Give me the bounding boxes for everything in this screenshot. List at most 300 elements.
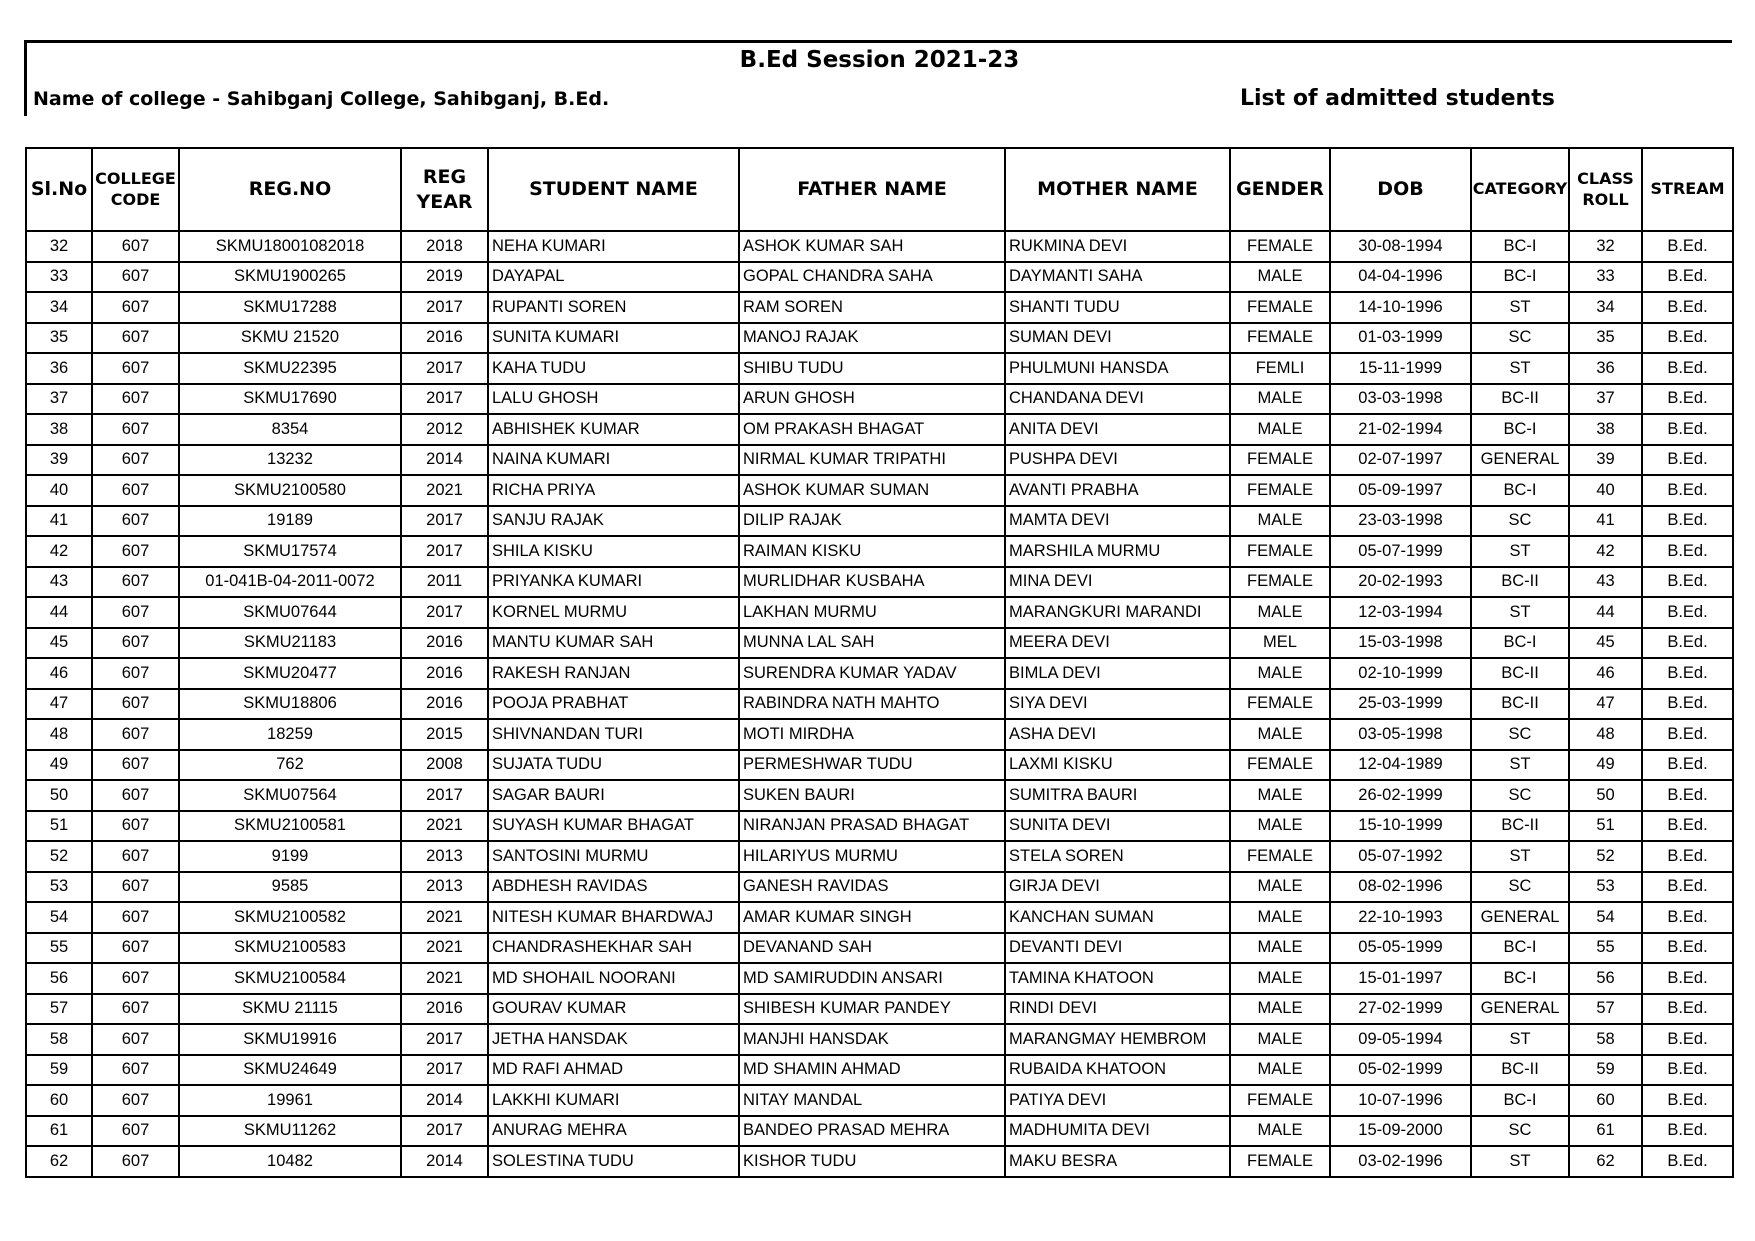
father-name-cell: GOPAL CHANDRA SAHA bbox=[739, 262, 1005, 293]
father-name-cell: SUKEN BAURI bbox=[739, 780, 1005, 811]
reg-no-cell: 10482 bbox=[179, 1146, 401, 1177]
dob-cell: 15-09-2000 bbox=[1330, 1116, 1471, 1147]
table-row bbox=[26, 323, 1733, 354]
dob-cell: 20-02-1993 bbox=[1330, 567, 1471, 598]
category-cell: BC-I bbox=[1471, 1085, 1569, 1116]
category-cell: BC-I bbox=[1471, 628, 1569, 659]
sl-no-cell: 35 bbox=[26, 323, 92, 354]
class-roll-cell: 47 bbox=[1569, 689, 1642, 720]
stream-cell: B.Ed. bbox=[1642, 262, 1733, 293]
college-code-cell: 607 bbox=[92, 1146, 179, 1177]
mother-name-cell: MARSHILA MURMU bbox=[1005, 536, 1230, 567]
table-row bbox=[26, 872, 1733, 903]
college-code-cell: 607 bbox=[92, 750, 179, 781]
reg-year-cell: 2021 bbox=[401, 933, 488, 964]
mother-name-cell: SHANTI TUDU bbox=[1005, 292, 1230, 323]
class-roll-cell: 38 bbox=[1569, 414, 1642, 445]
sl-no-cell: 55 bbox=[26, 933, 92, 964]
reg-year-cell: 2017 bbox=[401, 780, 488, 811]
student-name-cell: SHIVNANDAN TURI bbox=[488, 719, 739, 750]
student-name-cell: ABHISHEK KUMAR bbox=[488, 414, 739, 445]
class-roll-cell: 41 bbox=[1569, 506, 1642, 537]
category-cell: BC-I bbox=[1471, 475, 1569, 506]
gender-cell: MALE bbox=[1230, 262, 1330, 293]
college-code-cell: 607 bbox=[92, 719, 179, 750]
category-cell: SC bbox=[1471, 719, 1569, 750]
stream-cell: B.Ed. bbox=[1642, 628, 1733, 659]
stream-cell: B.Ed. bbox=[1642, 414, 1733, 445]
dob-cell: 15-01-1997 bbox=[1330, 963, 1471, 994]
gender-cell: FEMALE bbox=[1230, 231, 1330, 262]
reg-no-cell: SKMU17288 bbox=[179, 292, 401, 323]
reg-no-cell: SKMU 21115 bbox=[179, 994, 401, 1025]
dob-cell: 25-03-1999 bbox=[1330, 689, 1471, 720]
table-row bbox=[26, 384, 1733, 415]
sl-no-cell: 32 bbox=[26, 231, 92, 262]
reg-year-cell: 2017 bbox=[401, 292, 488, 323]
father-name-cell: SHIBESH KUMAR PANDEY bbox=[739, 994, 1005, 1025]
college-code-cell: 607 bbox=[92, 933, 179, 964]
reg-no-cell: 19189 bbox=[179, 506, 401, 537]
reg-no-cell: SKMU17574 bbox=[179, 536, 401, 567]
student-name-cell: ANURAG MEHRA bbox=[488, 1116, 739, 1147]
class-roll-cell: 52 bbox=[1569, 841, 1642, 872]
father-name-cell: RAM SOREN bbox=[739, 292, 1005, 323]
college-code-cell: 607 bbox=[92, 1055, 179, 1086]
dob-cell: 09-05-1994 bbox=[1330, 1024, 1471, 1055]
college-code-cell: 607 bbox=[92, 323, 179, 354]
stream-cell: B.Ed. bbox=[1642, 933, 1733, 964]
sl-no-cell: 41 bbox=[26, 506, 92, 537]
reg-year-cell: 2008 bbox=[401, 750, 488, 781]
dob-cell: 26-02-1999 bbox=[1330, 780, 1471, 811]
category-cell: BC-II bbox=[1471, 689, 1569, 720]
col-header-gender: GENDER bbox=[1230, 148, 1330, 231]
reg-year-cell: 2013 bbox=[401, 841, 488, 872]
father-name-cell: PERMESHWAR TUDU bbox=[739, 750, 1005, 781]
table-row bbox=[26, 658, 1733, 689]
sl-no-cell: 38 bbox=[26, 414, 92, 445]
sl-no-cell: 62 bbox=[26, 1146, 92, 1177]
col-header-student-name: STUDENT NAME bbox=[488, 148, 739, 231]
father-name-cell: MD SHAMIN AHMAD bbox=[739, 1055, 1005, 1086]
father-name-cell: BANDEO PRASAD MEHRA bbox=[739, 1116, 1005, 1147]
gender-cell: MALE bbox=[1230, 1055, 1330, 1086]
sl-no-cell: 58 bbox=[26, 1024, 92, 1055]
stream-cell: B.Ed. bbox=[1642, 231, 1733, 262]
gender-cell: MEL bbox=[1230, 628, 1330, 659]
reg-no-cell: SKMU18806 bbox=[179, 689, 401, 720]
college-code-cell: 607 bbox=[92, 628, 179, 659]
stream-cell: B.Ed. bbox=[1642, 902, 1733, 933]
table-row bbox=[26, 1085, 1733, 1116]
student-name-cell: MANTU KUMAR SAH bbox=[488, 628, 739, 659]
student-name-cell: DAYAPAL bbox=[488, 262, 739, 293]
reg-no-cell: SKMU2100584 bbox=[179, 963, 401, 994]
student-name-cell: KORNEL MURMU bbox=[488, 597, 739, 628]
dob-cell: 02-07-1997 bbox=[1330, 445, 1471, 476]
category-cell: ST bbox=[1471, 841, 1569, 872]
mother-name-cell: RUKMINA DEVI bbox=[1005, 231, 1230, 262]
father-name-cell: DEVANAND SAH bbox=[739, 933, 1005, 964]
table-row bbox=[26, 414, 1733, 445]
college-code-cell: 607 bbox=[92, 811, 179, 842]
reg-no-cell: 9199 bbox=[179, 841, 401, 872]
class-roll-cell: 39 bbox=[1569, 445, 1642, 476]
gender-cell: FEMALE bbox=[1230, 1085, 1330, 1116]
col-header-dob: DOB bbox=[1330, 148, 1471, 231]
class-roll-cell: 48 bbox=[1569, 719, 1642, 750]
sl-no-cell: 47 bbox=[26, 689, 92, 720]
sl-no-cell: 42 bbox=[26, 536, 92, 567]
reg-no-cell: SKMU1900265 bbox=[179, 262, 401, 293]
student-name-cell: SANJU RAJAK bbox=[488, 506, 739, 537]
table-row bbox=[26, 292, 1733, 323]
reg-year-cell: 2017 bbox=[401, 1116, 488, 1147]
student-name-cell: KAHA TUDU bbox=[488, 353, 739, 384]
father-name-cell: SHIBU TUDU bbox=[739, 353, 1005, 384]
mother-name-cell: DAYMANTI SAHA bbox=[1005, 262, 1230, 293]
class-roll-cell: 37 bbox=[1569, 384, 1642, 415]
college-code-cell: 607 bbox=[92, 475, 179, 506]
table-header-row bbox=[26, 148, 1733, 231]
category-cell: ST bbox=[1471, 750, 1569, 781]
sl-no-cell: 48 bbox=[26, 719, 92, 750]
session-title: B.Ed Session 2021-23 bbox=[739, 47, 1020, 73]
mother-name-cell: TAMINA KHATOON bbox=[1005, 963, 1230, 994]
mother-name-cell: CHANDANA DEVI bbox=[1005, 384, 1230, 415]
table-row bbox=[26, 750, 1733, 781]
sl-no-cell: 44 bbox=[26, 597, 92, 628]
gender-cell: FEMLI bbox=[1230, 353, 1330, 384]
class-roll-cell: 35 bbox=[1569, 323, 1642, 354]
mother-name-cell: BIMLA DEVI bbox=[1005, 658, 1230, 689]
student-name-cell: SUJATA TUDU bbox=[488, 750, 739, 781]
reg-no-cell: SKMU20477 bbox=[179, 658, 401, 689]
sl-no-cell: 51 bbox=[26, 811, 92, 842]
dob-cell: 01-03-1999 bbox=[1330, 323, 1471, 354]
sl-no-cell: 37 bbox=[26, 384, 92, 415]
class-roll-cell: 61 bbox=[1569, 1116, 1642, 1147]
reg-no-cell: 8354 bbox=[179, 414, 401, 445]
class-roll-cell: 44 bbox=[1569, 597, 1642, 628]
reg-year-cell: 2015 bbox=[401, 719, 488, 750]
table-row bbox=[26, 902, 1733, 933]
student-name-cell: RAKESH RANJAN bbox=[488, 658, 739, 689]
mother-name-cell: MAKU BESRA bbox=[1005, 1146, 1230, 1177]
stream-cell: B.Ed. bbox=[1642, 872, 1733, 903]
dob-cell: 23-03-1998 bbox=[1330, 506, 1471, 537]
mother-name-cell: STELA SOREN bbox=[1005, 841, 1230, 872]
class-roll-cell: 45 bbox=[1569, 628, 1642, 659]
stream-cell: B.Ed. bbox=[1642, 323, 1733, 354]
student-name-cell: POOJA PRABHAT bbox=[488, 689, 739, 720]
reg-no-cell: SKMU07564 bbox=[179, 780, 401, 811]
stream-cell: B.Ed. bbox=[1642, 719, 1733, 750]
category-cell: SC bbox=[1471, 1116, 1569, 1147]
mother-name-cell: ANITA DEVI bbox=[1005, 414, 1230, 445]
sl-no-cell: 45 bbox=[26, 628, 92, 659]
reg-year-cell: 2016 bbox=[401, 689, 488, 720]
stream-cell: B.Ed. bbox=[1642, 1055, 1733, 1086]
class-roll-cell: 59 bbox=[1569, 1055, 1642, 1086]
stream-cell: B.Ed. bbox=[1642, 658, 1733, 689]
table-row bbox=[26, 963, 1733, 994]
gender-cell: FEMALE bbox=[1230, 445, 1330, 476]
college-code-cell: 607 bbox=[92, 872, 179, 903]
category-cell: ST bbox=[1471, 1146, 1569, 1177]
gender-cell: MALE bbox=[1230, 872, 1330, 903]
father-name-cell: GANESH RAVIDAS bbox=[739, 872, 1005, 903]
col-header-stream: STREAM bbox=[1642, 148, 1733, 231]
reg-year-cell: 2018 bbox=[401, 231, 488, 262]
table-row bbox=[26, 719, 1733, 750]
mother-name-cell: PATIYA DEVI bbox=[1005, 1085, 1230, 1116]
table-row bbox=[26, 506, 1733, 537]
reg-no-cell: SKMU07644 bbox=[179, 597, 401, 628]
student-name-cell: SUNITA KUMARI bbox=[488, 323, 739, 354]
category-cell: GENERAL bbox=[1471, 902, 1569, 933]
reg-no-cell: SKMU2100583 bbox=[179, 933, 401, 964]
table-row bbox=[26, 994, 1733, 1025]
student-name-cell: SOLESTINA TUDU bbox=[488, 1146, 739, 1177]
reg-no-cell: SKMU2100580 bbox=[179, 475, 401, 506]
table-row bbox=[26, 445, 1733, 476]
class-roll-cell: 62 bbox=[1569, 1146, 1642, 1177]
father-name-cell: LAKHAN MURMU bbox=[739, 597, 1005, 628]
table-row bbox=[26, 597, 1733, 628]
gender-cell: MALE bbox=[1230, 597, 1330, 628]
reg-year-cell: 2019 bbox=[401, 262, 488, 293]
father-name-cell: NIRMAL KUMAR TRIPATHI bbox=[739, 445, 1005, 476]
gender-cell: FEMALE bbox=[1230, 536, 1330, 567]
reg-no-cell: 13232 bbox=[179, 445, 401, 476]
mother-name-cell: MADHUMITA DEVI bbox=[1005, 1116, 1230, 1147]
gender-cell: FEMALE bbox=[1230, 1146, 1330, 1177]
col-header-category: CATEGORY bbox=[1471, 148, 1569, 231]
stream-cell: B.Ed. bbox=[1642, 750, 1733, 781]
class-roll-cell: 40 bbox=[1569, 475, 1642, 506]
dob-cell: 12-04-1989 bbox=[1330, 750, 1471, 781]
gender-cell: MALE bbox=[1230, 414, 1330, 445]
student-name-cell: RUPANTI SOREN bbox=[488, 292, 739, 323]
stream-cell: B.Ed. bbox=[1642, 292, 1733, 323]
sl-no-cell: 54 bbox=[26, 902, 92, 933]
reg-year-cell: 2017 bbox=[401, 536, 488, 567]
reg-no-cell: SKMU24649 bbox=[179, 1055, 401, 1086]
sl-no-cell: 61 bbox=[26, 1116, 92, 1147]
college-code-cell: 607 bbox=[92, 1116, 179, 1147]
gender-cell: MALE bbox=[1230, 902, 1330, 933]
mother-name-cell: ASHA DEVI bbox=[1005, 719, 1230, 750]
college-code-cell: 607 bbox=[92, 963, 179, 994]
dob-cell: 05-05-1999 bbox=[1330, 933, 1471, 964]
dob-cell: 15-03-1998 bbox=[1330, 628, 1471, 659]
stream-cell: B.Ed. bbox=[1642, 536, 1733, 567]
stream-cell: B.Ed. bbox=[1642, 780, 1733, 811]
dob-cell: 08-02-1996 bbox=[1330, 872, 1471, 903]
father-name-cell: SURENDRA KUMAR YADAV bbox=[739, 658, 1005, 689]
table-row bbox=[26, 933, 1733, 964]
student-name-cell: RICHA PRIYA bbox=[488, 475, 739, 506]
father-name-cell: MANJHI HANSDAK bbox=[739, 1024, 1005, 1055]
gender-cell: MALE bbox=[1230, 811, 1330, 842]
reg-year-cell: 2021 bbox=[401, 475, 488, 506]
mother-name-cell: RINDI DEVI bbox=[1005, 994, 1230, 1025]
sl-no-cell: 49 bbox=[26, 750, 92, 781]
mother-name-cell: DEVANTI DEVI bbox=[1005, 933, 1230, 964]
dob-cell: 03-02-1996 bbox=[1330, 1146, 1471, 1177]
dob-cell: 03-03-1998 bbox=[1330, 384, 1471, 415]
category-cell: GENERAL bbox=[1471, 994, 1569, 1025]
father-name-cell: NIRANJAN PRASAD BHAGAT bbox=[739, 811, 1005, 842]
table-row bbox=[26, 1024, 1733, 1055]
table-row bbox=[26, 231, 1733, 262]
stream-cell: B.Ed. bbox=[1642, 1024, 1733, 1055]
student-name-cell: MD RAFI AHMAD bbox=[488, 1055, 739, 1086]
reg-no-cell: SKMU2100582 bbox=[179, 902, 401, 933]
class-roll-cell: 51 bbox=[1569, 811, 1642, 842]
gender-cell: FEMALE bbox=[1230, 292, 1330, 323]
mother-name-cell: SUMITRA BAURI bbox=[1005, 780, 1230, 811]
student-name-cell: LAKKHI KUMARI bbox=[488, 1085, 739, 1116]
father-name-cell: AMAR KUMAR SINGH bbox=[739, 902, 1005, 933]
dob-cell: 05-07-1992 bbox=[1330, 841, 1471, 872]
reg-no-cell: 762 bbox=[179, 750, 401, 781]
student-name-cell: CHANDRASHEKHAR SAH bbox=[488, 933, 739, 964]
reg-year-cell: 2017 bbox=[401, 1024, 488, 1055]
category-cell: BC-I bbox=[1471, 262, 1569, 293]
sl-no-cell: 50 bbox=[26, 780, 92, 811]
reg-year-cell: 2014 bbox=[401, 445, 488, 476]
college-code-cell: 607 bbox=[92, 353, 179, 384]
reg-no-cell: SKMU2100581 bbox=[179, 811, 401, 842]
stream-cell: B.Ed. bbox=[1642, 994, 1733, 1025]
college-code-cell: 607 bbox=[92, 841, 179, 872]
father-name-cell: MURLIDHAR KUSBAHA bbox=[739, 567, 1005, 598]
category-cell: ST bbox=[1471, 536, 1569, 567]
father-name-cell: MD SAMIRUDDIN ANSARI bbox=[739, 963, 1005, 994]
college-name: Name of college - Sahibganj College, Sahibganj, B.Ed. bbox=[33, 88, 610, 110]
list-title: List of admitted students bbox=[1240, 86, 1555, 111]
mother-name-cell: LAXMI KISKU bbox=[1005, 750, 1230, 781]
category-cell: BC-I bbox=[1471, 231, 1569, 262]
category-cell: SC bbox=[1471, 506, 1569, 537]
student-name-cell: SHILA KISKU bbox=[488, 536, 739, 567]
mother-name-cell: MARANGKURI MARANDI bbox=[1005, 597, 1230, 628]
dob-cell: 05-09-1997 bbox=[1330, 475, 1471, 506]
admitted-students-table bbox=[25, 147, 1734, 1178]
class-roll-cell: 43 bbox=[1569, 567, 1642, 598]
stream-cell: B.Ed. bbox=[1642, 963, 1733, 994]
college-code-cell: 607 bbox=[92, 231, 179, 262]
col-header-college-code: COLLEGE CODE bbox=[92, 148, 179, 231]
reg-no-cell: 9585 bbox=[179, 872, 401, 903]
gender-cell: MALE bbox=[1230, 963, 1330, 994]
student-name-cell: JETHA HANSDAK bbox=[488, 1024, 739, 1055]
dob-cell: 27-02-1999 bbox=[1330, 994, 1471, 1025]
table-row bbox=[26, 475, 1733, 506]
sl-no-cell: 43 bbox=[26, 567, 92, 598]
mother-name-cell: AVANTI PRABHA bbox=[1005, 475, 1230, 506]
class-roll-cell: 42 bbox=[1569, 536, 1642, 567]
table-row bbox=[26, 262, 1733, 293]
class-roll-cell: 34 bbox=[1569, 292, 1642, 323]
reg-year-cell: 2013 bbox=[401, 872, 488, 903]
reg-no-cell: SKMU22395 bbox=[179, 353, 401, 384]
stream-cell: B.Ed. bbox=[1642, 1116, 1733, 1147]
mother-name-cell: RUBAIDA KHATOON bbox=[1005, 1055, 1230, 1086]
gender-cell: MALE bbox=[1230, 506, 1330, 537]
father-name-cell: HILARIYUS MURMU bbox=[739, 841, 1005, 872]
class-roll-cell: 33 bbox=[1569, 262, 1642, 293]
category-cell: GENERAL bbox=[1471, 445, 1569, 476]
father-name-cell: ASHOK KUMAR SAH bbox=[739, 231, 1005, 262]
dob-cell: 02-10-1999 bbox=[1330, 658, 1471, 689]
father-name-cell: KISHOR TUDU bbox=[739, 1146, 1005, 1177]
college-code-cell: 607 bbox=[92, 902, 179, 933]
class-roll-cell: 57 bbox=[1569, 994, 1642, 1025]
table-row bbox=[26, 1116, 1733, 1147]
father-name-cell: RABINDRA NATH MAHTO bbox=[739, 689, 1005, 720]
stream-cell: B.Ed. bbox=[1642, 353, 1733, 384]
college-code-cell: 607 bbox=[92, 597, 179, 628]
col-header-reg-no: REG.NO bbox=[179, 148, 401, 231]
class-roll-cell: 54 bbox=[1569, 902, 1642, 933]
table-body bbox=[26, 231, 1733, 1177]
reg-year-cell: 2017 bbox=[401, 353, 488, 384]
reg-no-cell: SKMU19916 bbox=[179, 1024, 401, 1055]
sl-no-cell: 56 bbox=[26, 963, 92, 994]
reg-year-cell: 2017 bbox=[401, 597, 488, 628]
stream-cell: B.Ed. bbox=[1642, 689, 1733, 720]
college-code-cell: 607 bbox=[92, 1024, 179, 1055]
reg-no-cell: SKMU 21520 bbox=[179, 323, 401, 354]
student-name-cell: NITESH KUMAR BHARDWAJ bbox=[488, 902, 739, 933]
col-header-reg-year: REG YEAR bbox=[401, 148, 488, 231]
table-row bbox=[26, 536, 1733, 567]
sl-no-cell: 59 bbox=[26, 1055, 92, 1086]
category-cell: SC bbox=[1471, 323, 1569, 354]
student-name-cell: SUYASH KUMAR BHAGAT bbox=[488, 811, 739, 842]
sl-no-cell: 39 bbox=[26, 445, 92, 476]
college-code-cell: 607 bbox=[92, 536, 179, 567]
mother-name-cell: MEERA DEVI bbox=[1005, 628, 1230, 659]
mother-name-cell: SIYA DEVI bbox=[1005, 689, 1230, 720]
reg-year-cell: 2021 bbox=[401, 811, 488, 842]
reg-year-cell: 2016 bbox=[401, 658, 488, 689]
gender-cell: FEMALE bbox=[1230, 567, 1330, 598]
table-row bbox=[26, 841, 1733, 872]
sl-no-cell: 33 bbox=[26, 262, 92, 293]
category-cell: BC-II bbox=[1471, 384, 1569, 415]
mother-name-cell: MAMTA DEVI bbox=[1005, 506, 1230, 537]
dob-cell: 22-10-1993 bbox=[1330, 902, 1471, 933]
table-row bbox=[26, 567, 1733, 598]
stream-cell: B.Ed. bbox=[1642, 445, 1733, 476]
class-roll-cell: 60 bbox=[1569, 1085, 1642, 1116]
student-name-cell: LALU GHOSH bbox=[488, 384, 739, 415]
class-roll-cell: 58 bbox=[1569, 1024, 1642, 1055]
table-row bbox=[26, 353, 1733, 384]
stream-cell: B.Ed. bbox=[1642, 475, 1733, 506]
stream-cell: B.Ed. bbox=[1642, 597, 1733, 628]
category-cell: SC bbox=[1471, 872, 1569, 903]
college-code-cell: 607 bbox=[92, 1085, 179, 1116]
dob-cell: 15-11-1999 bbox=[1330, 353, 1471, 384]
reg-no-cell: 01-041B-04-2011-0072 bbox=[179, 567, 401, 598]
stream-cell: B.Ed. bbox=[1642, 506, 1733, 537]
